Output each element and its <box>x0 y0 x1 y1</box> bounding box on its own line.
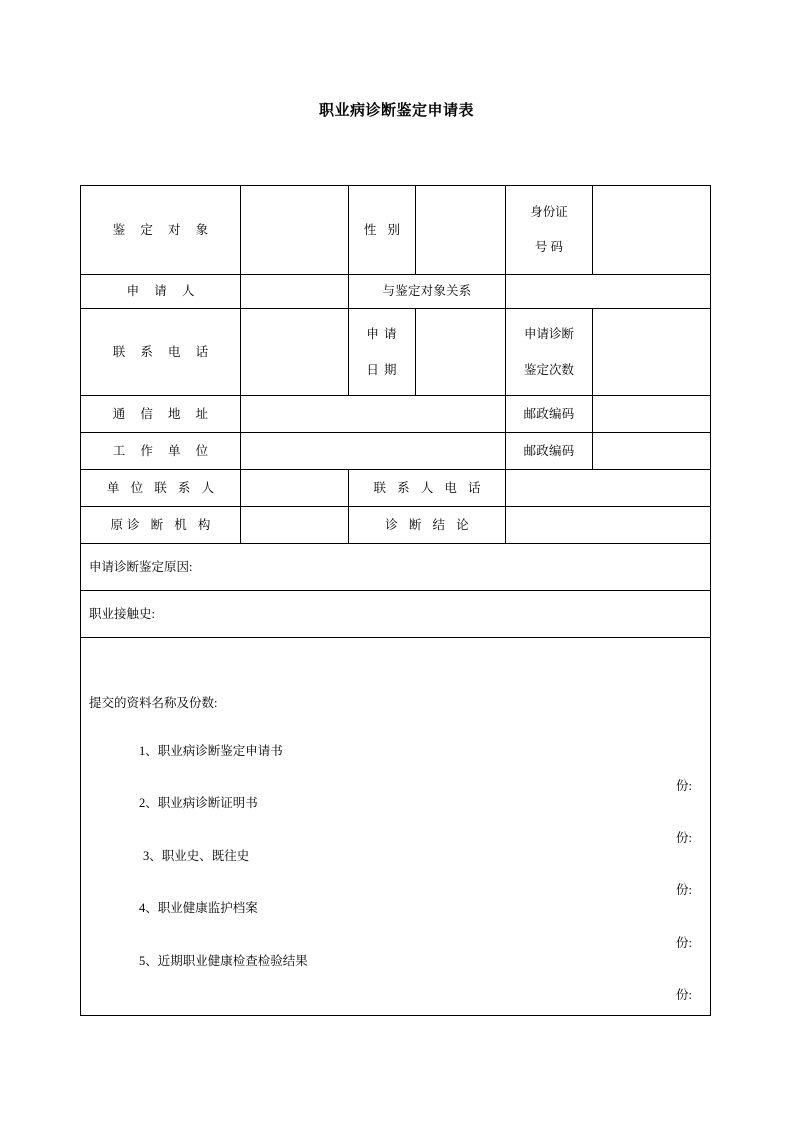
table-row <box>81 275 711 309</box>
table-row <box>81 309 711 396</box>
field-assessment-count[interactable] <box>593 309 711 396</box>
field-original-diagnosis-institution[interactable] <box>241 507 349 544</box>
label-id-number <box>506 186 593 275</box>
table-row <box>81 470 711 507</box>
list-item: 4、职业健康监护档案 <box>139 901 258 915</box>
label-application-date-line1: 申 请 <box>366 326 398 341</box>
label-mailing-address: 通 信 地 址 <box>81 396 241 433</box>
field-contact-phone[interactable] <box>241 309 349 396</box>
label-contact-person-phone: 联 系 人 电 话 <box>349 470 506 507</box>
label-postal-code-address: 邮政编码 <box>506 396 593 433</box>
label-assessment-subject: 鉴 定 对 象 <box>81 186 241 275</box>
label-postal-code-workplace: 邮政编码 <box>506 433 593 470</box>
list-item: 2、职业病诊断证明书 <box>139 796 258 810</box>
field-application-date[interactable] <box>416 309 506 396</box>
field-diagnosis-conclusion[interactable] <box>506 507 711 544</box>
label-occupational-exposure-history: 职业接触史: <box>89 606 155 621</box>
label-diagnosis-conclusion: 诊 断 结 论 <box>349 507 506 544</box>
label-contact-phone: 联 系 电 话 <box>81 309 241 396</box>
table-row <box>81 433 711 470</box>
label-application-date-line2: 日 期 <box>366 362 398 377</box>
count-label[interactable]: 份: <box>676 831 692 845</box>
field-id-number[interactable] <box>593 186 711 275</box>
label-id-number-line2: 号 码 <box>534 240 564 255</box>
application-form-table <box>80 185 711 1016</box>
table-row <box>81 591 711 638</box>
label-workplace: 工 作 单 位 <box>81 433 241 470</box>
submitted-documents-section <box>81 638 711 1016</box>
count-label[interactable]: 份: <box>676 883 692 897</box>
list-item: 5、近期职业健康检查检验结果 <box>139 954 308 968</box>
label-submitted-documents-heading: 提交的资料名称及份数: <box>89 696 218 710</box>
list-item: 1、职业病诊断鉴定申请书 <box>139 744 283 758</box>
field-assessment-subject[interactable] <box>241 186 349 275</box>
count-label[interactable]: 份: <box>676 936 692 950</box>
label-assessment-count-line1: 申请诊断 <box>523 326 574 341</box>
label-original-diagnosis-institution: 原诊 断 机 构 <box>81 507 241 544</box>
table-row <box>81 544 711 591</box>
field-application-reason[interactable] <box>81 544 711 591</box>
label-relationship-to-subject: 与鉴定对象关系 <box>349 275 506 309</box>
field-contact-person-phone[interactable] <box>506 470 711 507</box>
field-applicant[interactable] <box>241 275 349 309</box>
page-title: 职业病诊断鉴定申请表 <box>318 102 474 119</box>
label-unit-contact-person: 单 位 联 系 人 <box>81 470 241 507</box>
field-postal-code-address[interactable] <box>593 396 711 433</box>
label-id-number-line1: 身份证 <box>530 205 568 220</box>
field-unit-contact-person[interactable] <box>241 470 349 507</box>
field-mailing-address[interactable] <box>241 396 506 433</box>
field-occupational-exposure-history[interactable] <box>81 591 711 638</box>
field-postal-code-workplace[interactable] <box>593 433 711 470</box>
table-row <box>81 396 711 433</box>
table-row <box>81 507 711 544</box>
label-applicant: 申 请 人 <box>81 275 241 309</box>
field-gender[interactable] <box>416 186 506 275</box>
field-relationship-to-subject[interactable] <box>506 275 711 309</box>
label-application-date <box>349 309 416 396</box>
count-label[interactable]: 份: <box>676 779 692 793</box>
table-row <box>81 186 711 275</box>
label-gender: 性 别 <box>349 186 416 275</box>
list-item: 3、职业史、既往史 <box>143 849 250 863</box>
label-application-reason: 申请诊断鉴定原因: <box>89 559 193 574</box>
label-assessment-count-line2: 鉴定次数 <box>523 362 574 377</box>
count-label[interactable]: 份: <box>676 988 692 1002</box>
table-row <box>81 638 711 1016</box>
field-workplace[interactable] <box>241 433 506 470</box>
label-assessment-count <box>506 309 593 396</box>
